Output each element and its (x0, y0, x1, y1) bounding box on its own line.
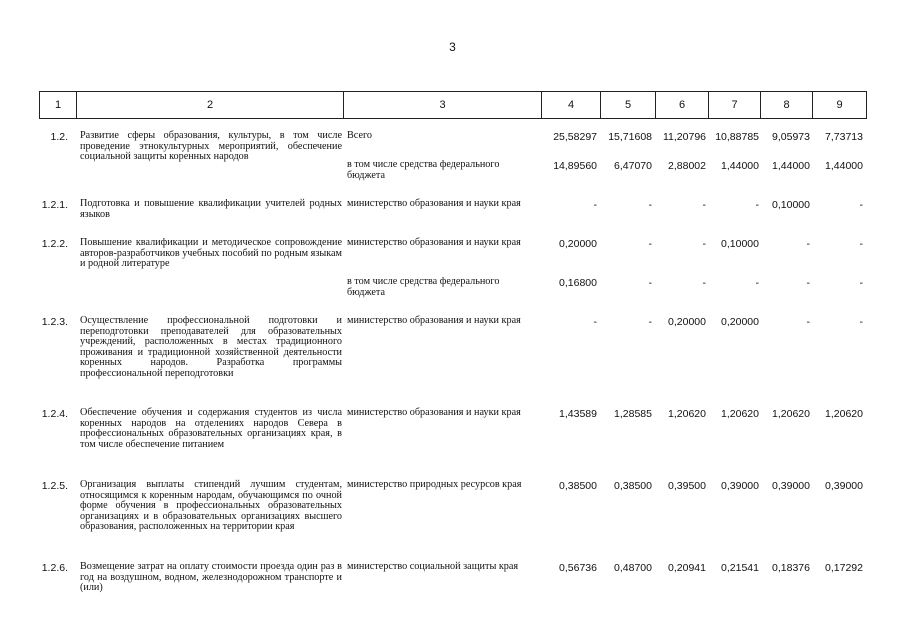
row-code: 1.2. (50, 131, 68, 143)
cell-value: - (648, 238, 652, 250)
row-code: 1.2.4. (41, 408, 68, 420)
cell-value: 10,88785 (715, 131, 759, 143)
cell-value: - (859, 277, 863, 289)
cell-value: 0,39000 (772, 480, 810, 492)
row-code: 1.2.1. (41, 199, 68, 211)
cell-value: - (648, 316, 652, 328)
header-col-8: 8 (761, 92, 813, 119)
cell-value: - (806, 316, 810, 328)
row-source: министерство образования и науки края (347, 237, 521, 248)
cell-value: - (859, 199, 863, 211)
row-description: Обеспечение обучения и содержания студентов из числа коренных народов на отделениях народов Севера в профессиональных образовательных организациях края, в том числе обеспечение питанием (80, 407, 342, 450)
cell-value: - (593, 199, 597, 211)
row-description: Осуществление профессиональной подготовки и переподготовки преподавателей для образовательных учреждений, расположенных в местах традиционного проживания и традиционной хозяйственной деятельности коренных народов. Разработка программы профессиональной переподготовки (80, 315, 342, 379)
cell-value: - (755, 199, 759, 211)
header-col-2: 2 (77, 92, 344, 119)
cell-value: 0,38500 (614, 480, 652, 492)
cell-value: 1,43589 (559, 408, 597, 420)
cell-value: 1,20620 (825, 408, 863, 420)
header-col-9: 9 (813, 92, 867, 119)
row-code: 1.2.5. (41, 480, 68, 492)
cell-value: - (702, 199, 706, 211)
row-source: министерство образования и науки края (347, 407, 521, 418)
cell-value: 0,18376 (772, 562, 810, 574)
cell-value: - (806, 238, 810, 250)
row-source: в том числе средства федерального бюджета (347, 276, 500, 298)
cell-value: - (859, 316, 863, 328)
header-col-7: 7 (709, 92, 761, 119)
header-col-1: 1 (40, 92, 77, 119)
cell-value: 1,20620 (772, 408, 810, 420)
cell-value: 0,17292 (825, 562, 863, 574)
header-col-5: 5 (601, 92, 656, 119)
cell-value: 2,88002 (668, 160, 706, 172)
row-source: министерство природных ресурсов края (347, 479, 522, 490)
cell-value: 0,48700 (614, 562, 652, 574)
row-description: Возмещение затрат на оплату стоимости проезда один раз в год на воздушном, водном, железнодорожном транспорте и (или) (80, 561, 342, 594)
cell-value: 0,21541 (721, 562, 759, 574)
cell-value: 0,20000 (721, 316, 759, 328)
row-code: 1.2.2. (41, 238, 68, 250)
row-source: в том числе средства федерального бюджета (347, 159, 500, 181)
cell-value: 0,38500 (559, 480, 597, 492)
cell-value: - (755, 277, 759, 289)
header-col-3: 3 (344, 92, 542, 119)
cell-value: 0,10000 (721, 238, 759, 250)
cell-value: 11,20796 (662, 131, 706, 143)
cell-value: 25,58297 (553, 131, 597, 143)
cell-value: - (648, 277, 652, 289)
row-source: министерство социальной защиты края (347, 561, 519, 572)
cell-value: 0,39000 (721, 480, 759, 492)
cell-value: 0,39500 (668, 480, 706, 492)
row-source: Всего (347, 130, 372, 141)
table-header (39, 91, 867, 119)
row-code: 1.2.6. (41, 562, 68, 574)
row-description: Повышение квалификации и методическое сопровождение авторов-разработчиков учебных пособий по родным языкам и родной литературе (80, 237, 342, 270)
cell-value: 0,20000 (559, 238, 597, 250)
cell-value: 0,20000 (668, 316, 706, 328)
cell-value: - (806, 277, 810, 289)
cell-value: 1,20620 (668, 408, 706, 420)
cell-value: 0,16800 (559, 277, 597, 289)
cell-value: 1,44000 (721, 160, 759, 172)
cell-value: 1,44000 (825, 160, 863, 172)
header-col-4: 4 (542, 92, 601, 119)
row-description: Подготовка и повышение квалификации учителей родных языков (80, 198, 342, 220)
row-source: министерство образования и науки края (347, 315, 521, 326)
row-description: Развитие сферы образования, культуры, в том числе проведение этнокультурных мероприятий, обеспечение социальной защиты коренных народов (80, 130, 342, 163)
cell-value: - (702, 277, 706, 289)
cell-value: - (702, 238, 706, 250)
cell-value: 9,05973 (772, 131, 810, 143)
cell-value: 0,10000 (772, 199, 810, 211)
header-col-6: 6 (656, 92, 709, 119)
cell-value: 0,39000 (825, 480, 863, 492)
page-number: 3 (449, 40, 456, 54)
row-source: министерство образования и науки края (347, 198, 521, 209)
cell-value: 1,20620 (721, 408, 759, 420)
cell-value: 7,73713 (825, 131, 863, 143)
cell-value: 6,47070 (614, 160, 652, 172)
cell-value: 15,71608 (608, 131, 652, 143)
cell-value: - (859, 238, 863, 250)
cell-value: 1,28585 (614, 408, 652, 420)
row-code: 1.2.3. (41, 316, 68, 328)
cell-value: - (648, 199, 652, 211)
cell-value: 1,44000 (772, 160, 810, 172)
cell-value: 0,56736 (559, 562, 597, 574)
row-description: Организация выплаты стипендий лучшим студентам, относящимся к коренным народам, обучающимся по очной форме обучения в профессиональных образовательных организациях и в образовательных организациях высшего образования, расположенных на территории края (80, 479, 342, 533)
cell-value: - (593, 316, 597, 328)
cell-value: 14,89560 (553, 160, 597, 172)
cell-value: 0,20941 (668, 562, 706, 574)
